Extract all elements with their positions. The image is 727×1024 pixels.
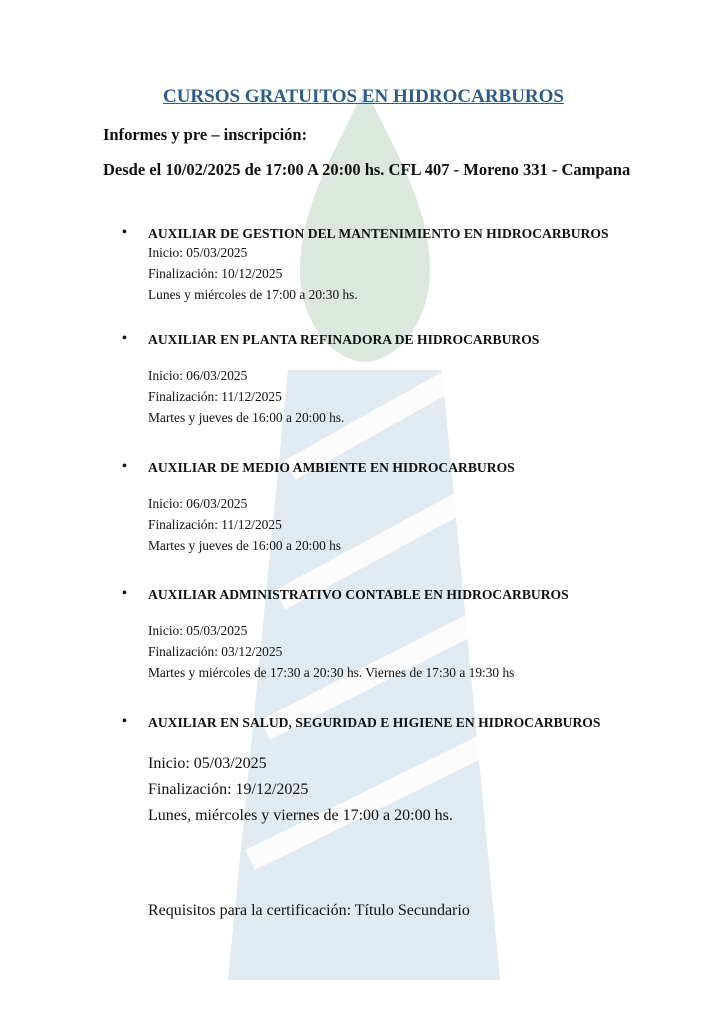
info-label: Informes y pre – inscripción:	[103, 125, 308, 144]
course-name: AUXILIAR DE MEDIO AMBIENTE EN HIDROCARBUROS	[148, 460, 515, 475]
course-details	[122, 751, 702, 829]
course-item	[122, 332, 702, 428]
course-schedule: Lunes y miércoles de 17:00 a 20:30 hs.	[148, 287, 358, 302]
course-schedule: Martes y miércoles de 17:30 a 20:30 hs. Viernes de 17:30 a 19:30 hs	[148, 665, 515, 680]
bullet-icon: •	[122, 459, 127, 474]
course-schedule: Martes y jueves de 16:00 a 20:00 hs.	[148, 410, 345, 425]
course-item	[122, 587, 702, 683]
course-end: Finalización: 10/12/2025	[148, 266, 283, 281]
course-details	[122, 242, 702, 305]
certification-requirements: Requisitos para la certificación: Título Secundario	[148, 902, 470, 919]
page-title: CURSOS GRATUITOS EN HIDROCARBUROS	[162, 86, 564, 107]
course-schedule: Martes y jueves de 16:00 a 20:00 hs	[148, 538, 342, 553]
course-start: Inicio: 05/03/2025	[148, 623, 248, 638]
course-name: AUXILIAR DE GESTION DEL MANTENIMIENTO EN HIDROCARBUROS	[148, 226, 609, 241]
bullet-icon: •	[122, 714, 127, 729]
course-heading	[122, 460, 702, 476]
bullet-icon: •	[122, 586, 127, 601]
course-heading	[122, 587, 702, 603]
info-detail: Desde el 10/02/2025 de 17:00 A 20:00 hs. CFL 407 - Moreno 331 - Campana	[103, 160, 631, 179]
course-schedule: Lunes, miércoles y viernes de 17:00 a 20:00 hs.	[148, 807, 453, 824]
course-start: Inicio: 06/03/2025	[148, 496, 248, 511]
course-end: Finalización: 19/12/2025	[148, 781, 309, 798]
course-heading	[122, 226, 702, 242]
course-name: AUXILIAR EN SALUD, SEGURIDAD E HIGIENE EN HIDROCARBUROS	[148, 715, 601, 730]
course-heading	[122, 715, 702, 731]
course-item	[122, 226, 702, 305]
course-name: AUXILIAR EN PLANTA REFINADORA DE HIDROCARBUROS	[148, 332, 540, 347]
course-start: Inicio: 06/03/2025	[148, 368, 248, 383]
course-start: Inicio: 05/03/2025	[148, 245, 248, 260]
course-item	[122, 460, 702, 556]
course-end: Finalización: 11/12/2025	[148, 517, 282, 532]
course-details	[122, 365, 702, 428]
course-name: AUXILIAR ADMINISTRATIVO CONTABLE EN HIDROCARBUROS	[148, 587, 569, 602]
course-item	[122, 715, 702, 829]
course-end: Finalización: 11/12/2025	[148, 389, 282, 404]
course-details	[122, 493, 702, 556]
course-end: Finalización: 03/12/2025	[148, 644, 283, 659]
course-heading	[122, 332, 702, 348]
course-details	[122, 620, 702, 683]
course-start: Inicio: 05/03/2025	[148, 755, 267, 772]
bullet-icon: •	[122, 225, 127, 240]
bullet-icon: •	[122, 331, 127, 346]
